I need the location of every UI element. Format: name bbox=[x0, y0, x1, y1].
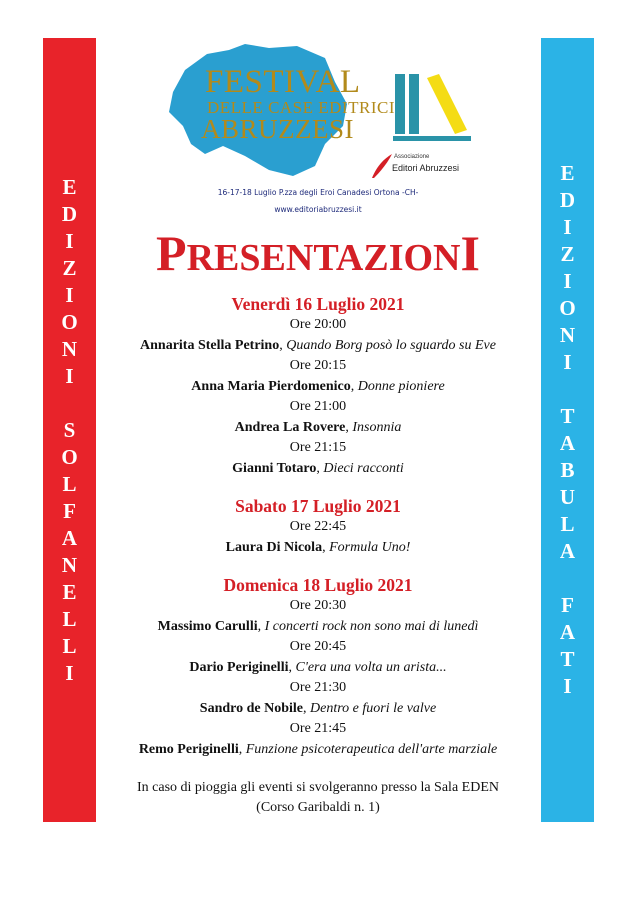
left-band-letter: E bbox=[62, 579, 77, 604]
event-separator: , bbox=[279, 338, 287, 353]
event-time: Ore 22:45 bbox=[289, 519, 347, 534]
event-separator: , bbox=[322, 540, 330, 555]
title-letter: N bbox=[433, 237, 461, 279]
event-work-title: Insonnia bbox=[352, 420, 402, 435]
rain-notice bbox=[100, 778, 536, 818]
right-band-letter: I bbox=[563, 215, 572, 239]
title-letter: O bbox=[403, 237, 434, 279]
title-letter: A bbox=[335, 237, 364, 279]
event-separator: , bbox=[316, 461, 324, 476]
event-entry bbox=[100, 739, 536, 760]
event-work-title: I concerti rock non sono mai di lunedì bbox=[264, 619, 479, 634]
program-day bbox=[100, 495, 536, 558]
title-letter: I bbox=[388, 237, 404, 279]
event-author: Anna Maria Pierdomenico bbox=[191, 379, 351, 394]
right-band-letter: I bbox=[563, 350, 572, 374]
right-band-letter: I bbox=[563, 674, 572, 698]
event-separator: , bbox=[350, 379, 358, 394]
event-time: Ore 21:15 bbox=[289, 440, 347, 455]
left-band-letter: N bbox=[61, 336, 78, 361]
rain-notice-line-2: (Corso Garibaldi n. 1) bbox=[256, 800, 380, 815]
logo-region-text: ABRUZZESI bbox=[201, 114, 354, 144]
event-entry bbox=[100, 616, 536, 637]
event-separator: , bbox=[288, 660, 296, 675]
event-entry bbox=[100, 417, 536, 438]
event-work-title: Funzione psicoterapeutica dell'arte marziale bbox=[245, 742, 498, 757]
left-band-letter: I bbox=[65, 363, 74, 388]
event-time: Ore 21:45 bbox=[289, 721, 347, 736]
rain-notice-line-1: In caso di pioggia gli eventi si svolgeranno presso la Sala EDEN bbox=[137, 780, 499, 795]
title-letter: E bbox=[260, 237, 286, 279]
festival-website: www.editoriabruzzesi.it bbox=[274, 205, 362, 214]
event-separator: , bbox=[345, 420, 353, 435]
day-heading: Domenica 18 Luglio 2021 bbox=[223, 575, 413, 595]
festival-logo bbox=[165, 42, 475, 182]
left-band-letter: N bbox=[61, 552, 78, 577]
title-letter: P bbox=[156, 225, 187, 281]
day-heading: Venerdì 16 Luglio 2021 bbox=[231, 294, 405, 314]
left-band-letter: L bbox=[62, 606, 77, 631]
right-band-letter: T bbox=[560, 404, 575, 428]
title-letter: T bbox=[313, 237, 336, 279]
left-band-letter: Z bbox=[62, 255, 77, 280]
program-list bbox=[100, 293, 536, 776]
right-band-letter: D bbox=[559, 188, 576, 212]
program-day bbox=[100, 574, 536, 760]
event-entry bbox=[100, 458, 536, 479]
right-band-letter: A bbox=[559, 539, 576, 563]
book-spine-2 bbox=[409, 74, 419, 134]
left-band-letter: L bbox=[62, 633, 77, 658]
right-band-letter: F bbox=[561, 593, 574, 617]
right-band-letter: L bbox=[560, 512, 575, 536]
title-letter: Z bbox=[363, 237, 389, 279]
right-band-letter: T bbox=[560, 647, 575, 671]
title-letter: N bbox=[285, 237, 314, 279]
right-band-letter: Z bbox=[560, 242, 575, 266]
event-author: Annarita Stella Petrino bbox=[140, 338, 280, 353]
right-band-letter: A bbox=[559, 431, 576, 455]
right-band-letter: B bbox=[560, 458, 575, 482]
right-band-letter: U bbox=[559, 485, 576, 509]
leaning-book bbox=[427, 74, 467, 134]
right-band-letter: O bbox=[559, 296, 576, 320]
title-letter: I bbox=[460, 225, 480, 281]
right-band-letter: N bbox=[559, 323, 576, 347]
quill-icon bbox=[370, 152, 394, 180]
event-time: Ore 20:00 bbox=[289, 317, 347, 332]
event-time: Ore 21:30 bbox=[289, 680, 347, 695]
event-work-title: C'era una volta un arista... bbox=[295, 660, 447, 675]
logo-festival-text: FESTIVAL bbox=[205, 64, 361, 100]
left-band-letter: O bbox=[61, 309, 78, 334]
event-author: Gianni Totaro bbox=[232, 461, 317, 476]
association-name: Editori Abruzzesi bbox=[392, 163, 460, 173]
event-entry bbox=[100, 657, 536, 678]
event-time: Ore 21:00 bbox=[289, 399, 347, 414]
event-author: Dario Periginelli bbox=[189, 660, 289, 675]
event-author: Sandro de Nobile bbox=[199, 701, 303, 716]
title-letter: E bbox=[214, 237, 240, 279]
event-entry bbox=[100, 376, 536, 397]
event-separator: , bbox=[303, 701, 310, 716]
left-band-letter: L bbox=[62, 471, 77, 496]
logo-subtitle-text: DELLE CASE EDITRICI bbox=[207, 98, 395, 117]
left-band-letter: S bbox=[63, 417, 76, 442]
book-spine-1 bbox=[395, 74, 405, 134]
left-band-letter: O bbox=[61, 444, 78, 469]
event-entry bbox=[100, 537, 536, 558]
left-band-letter: F bbox=[63, 498, 76, 523]
event-time: Ore 20:15 bbox=[289, 358, 347, 373]
title-letter: R bbox=[186, 237, 215, 279]
event-separator: , bbox=[257, 619, 265, 634]
event-entry bbox=[100, 698, 536, 719]
event-entry bbox=[100, 335, 536, 356]
right-band-letter: I bbox=[563, 269, 572, 293]
page-title bbox=[100, 224, 536, 282]
event-work-title: Dieci racconti bbox=[323, 461, 404, 476]
festival-dates-location: 16-17-18 Luglio P.zza degli Eroi Canadesi Ortona -CH- bbox=[217, 188, 419, 197]
right-band-letter: A bbox=[559, 620, 576, 644]
left-band-letter: E bbox=[62, 174, 77, 199]
day-heading: Sabato 17 Luglio 2021 bbox=[235, 496, 401, 516]
title-letter: S bbox=[239, 237, 261, 279]
event-time: Ore 20:30 bbox=[289, 598, 347, 613]
event-author: Andrea La Rovere bbox=[234, 420, 346, 435]
association-logo bbox=[370, 150, 475, 182]
event-author: Massimo Carulli bbox=[157, 619, 258, 634]
association-label: Associazione bbox=[394, 154, 430, 160]
left-band-letter: I bbox=[65, 660, 74, 685]
event-author: Remo Periginelli bbox=[138, 742, 239, 757]
right-band-letter: E bbox=[560, 161, 575, 185]
program-day bbox=[100, 293, 536, 479]
right-publisher-band bbox=[541, 38, 594, 822]
left-band-letter: I bbox=[65, 228, 74, 253]
event-work-title: Formula Uno! bbox=[329, 540, 411, 555]
event-work-title: Donne pioniere bbox=[357, 379, 445, 394]
event-time: Ore 20:45 bbox=[289, 639, 347, 654]
event-work-title: Dentro e fuori le valve bbox=[310, 701, 437, 716]
event-author: Laura Di Nicola bbox=[225, 540, 323, 555]
event-separator: , bbox=[238, 742, 246, 757]
left-publisher-band bbox=[43, 38, 96, 822]
event-work-title: Quando Borg posò lo sguardo su Eve bbox=[286, 338, 496, 353]
left-band-letter: D bbox=[61, 201, 78, 226]
book-shelf bbox=[393, 136, 471, 141]
left-band-letter: A bbox=[61, 525, 78, 550]
left-band-letter: I bbox=[65, 282, 74, 307]
